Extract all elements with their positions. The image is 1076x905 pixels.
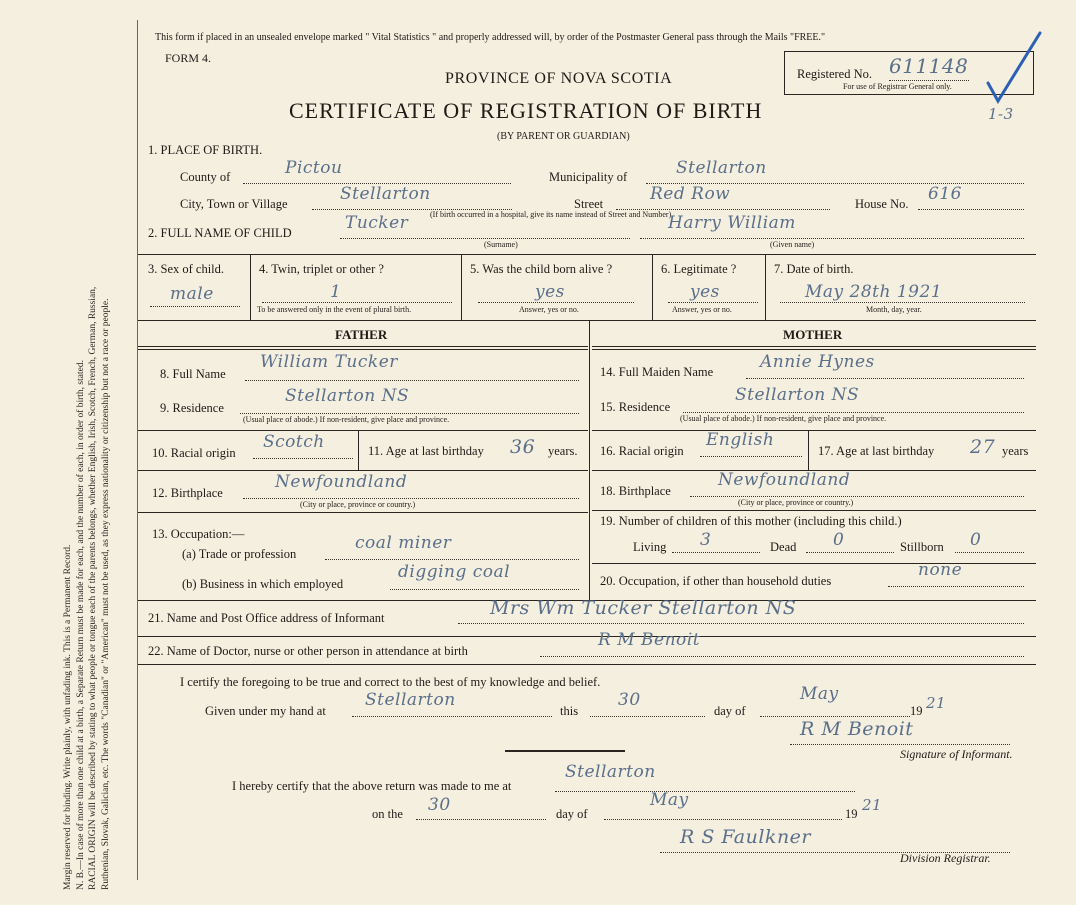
father-name-value: William Tucker — [260, 352, 398, 372]
registered-label: Registered No. — [797, 67, 872, 81]
stillborn-value: 0 — [970, 530, 982, 550]
date-value: May 28th 1921 — [805, 282, 943, 302]
registrar-day-value: 30 — [428, 795, 451, 815]
mother-residence-caption: (Usual place of abode.) If non-resident, give place and province. — [680, 414, 887, 423]
certify-day-value: 30 — [618, 690, 641, 710]
stillborn-label: Stillborn — [900, 540, 944, 554]
living-label: Living — [633, 540, 667, 554]
father-racial-label: 10. Racial origin — [152, 446, 236, 460]
doctor-label: 22. Name of Doctor, nurse or other person in attendance at birth — [148, 644, 468, 658]
corner-mark: 1-3 — [988, 105, 1014, 123]
legitimate-label: 6. Legitimate ? — [661, 262, 737, 276]
sex-value: male — [170, 284, 214, 304]
margin-note-4: Ruthenian, Slovak, Galician, etc. The words "Canadian" or "American" must not be used, as they express nationality or citizenship but not a race or people. — [100, 298, 111, 890]
twin-value: 1 — [330, 282, 342, 302]
registrar-signature: R S Faulkner — [680, 826, 812, 848]
mother-occupation-label: 20. Occupation, if other than household duties — [600, 574, 832, 588]
margin-note-2: N. B.—In case of more than one child at a birth, a Separate Return must be made for each, and the number of each, in order of birth, stated. — [75, 360, 86, 890]
margin-notes — [62, 0, 112, 890]
informant-signature-caption: Signature of Informant. — [900, 747, 1013, 761]
mother-birthplace-value: Newfoundland — [718, 470, 851, 490]
father-trade-label: (a) Trade or profession — [182, 547, 297, 561]
registrar-place-value: Stellarton — [565, 762, 656, 782]
father-occupation-label: 13. Occupation:— — [152, 527, 245, 541]
legitimate-value: yes — [690, 282, 720, 302]
mother-racial-value: English — [706, 430, 775, 450]
dead-label: Dead — [770, 540, 797, 554]
child-given-value: Harry William — [668, 213, 796, 233]
given-place-value: Stellarton — [365, 690, 456, 710]
check-mark-icon — [980, 25, 1045, 105]
father-age-label: 11. Age at last birthday — [368, 444, 484, 458]
father-racial-value: Scotch — [263, 432, 325, 452]
doctor-value: R M Benoit — [598, 630, 701, 650]
form-number: FORM 4. — [165, 51, 212, 65]
sex-label: 3. Sex of child. — [148, 262, 225, 276]
date-label: 7. Date of birth. — [774, 262, 854, 276]
mother-name-label: 14. Full Maiden Name — [600, 365, 714, 379]
certificate-subtitle: (BY PARENT OR GUARDIAN) — [497, 131, 630, 142]
street-label: Street — [574, 197, 604, 211]
certify-year-prefix: 19 — [910, 704, 923, 718]
registrar-statement: I hereby certify that the above return was made to me at — [232, 779, 512, 793]
father-name-label: 8. Full Name — [160, 367, 226, 381]
twin-caption: To be answered only in the event of plural birth. — [257, 305, 412, 314]
living-value: 3 — [700, 530, 712, 550]
child-surname-value: Tucker — [345, 213, 409, 233]
father-residence-caption: (Usual place of abode.) If non-resident, give place and province. — [243, 415, 450, 424]
father-birthplace-caption: (City or place, province or country.) — [300, 500, 416, 509]
father-age-value: 36 — [510, 436, 536, 458]
father-birthplace-label: 12. Birthplace — [152, 486, 223, 500]
on-the-label: on the — [372, 807, 403, 821]
alive-label: 5. Was the child born alive ? — [470, 262, 613, 276]
given-caption: (Given name) — [770, 240, 815, 249]
alive-value: yes — [535, 282, 565, 302]
date-caption: Month, day, year. — [866, 305, 922, 314]
registrar-use-note: For use of Registrar General only. — [843, 82, 952, 91]
city-value: Stellarton — [340, 184, 431, 204]
binding-margin-rule — [137, 20, 138, 880]
mother-children-label: 19. Number of children of this mother (including this child.) — [600, 514, 902, 528]
certify-month-value: May — [800, 684, 839, 704]
province-title: PROVINCE OF NOVA SCOTIA — [445, 70, 673, 87]
mother-birthplace-label: 18. Birthplace — [600, 484, 671, 498]
given-under-label: Given under my hand at — [205, 704, 326, 718]
mother-age-value: 27 — [970, 436, 996, 458]
registered-number: 611148 — [889, 54, 969, 78]
street-value: Red Row — [650, 184, 731, 204]
informant-label: 21. Name and Post Office address of Informant — [148, 611, 385, 625]
registrar-year-prefix: 19 — [845, 807, 858, 821]
county-value: Pictou — [285, 158, 343, 178]
mother-name-value: Annie Hynes — [760, 352, 875, 372]
mother-racial-label: 16. Racial origin — [600, 444, 684, 458]
certificate-title: CERTIFICATE OF REGISTRATION OF BIRTH — [289, 98, 763, 123]
mother-heading: MOTHER — [783, 327, 843, 342]
alive-caption: Answer, yes or no. — [519, 305, 579, 314]
municipality-label: Municipality of — [549, 170, 628, 184]
separator-rule — [505, 750, 625, 752]
this-label: this — [560, 704, 579, 718]
county-label: County of — [180, 170, 231, 184]
legitimate-caption: Answer, yes or no. — [672, 305, 732, 314]
column-divider — [589, 320, 590, 600]
registrar-month-value: May — [650, 790, 689, 810]
mother-residence-value: Stellarton NS — [735, 385, 860, 405]
informant-signature: R M Benoit — [800, 718, 914, 740]
margin-note-1: Margin reserved for binding. Write plainly, with unfading ink. This is a Permanent Record. — [63, 544, 73, 890]
place-of-birth-heading: 1. PLACE OF BIRTH. — [148, 143, 263, 157]
twin-label: 4. Twin, triplet or other ? — [259, 262, 384, 276]
father-business-label: (b) Business in which employed — [182, 577, 344, 591]
certify-year-value: 21 — [926, 694, 947, 712]
rule — [138, 254, 1036, 255]
father-heading: FATHER — [335, 327, 388, 342]
father-age-unit: years. — [548, 444, 578, 458]
father-birthplace-value: Newfoundland — [275, 472, 408, 492]
informant-value: Mrs Wm Tucker Stellarton NS — [490, 597, 797, 619]
mother-age-label: 17. Age at last birthday — [818, 444, 935, 458]
child-name-label: 2. FULL NAME OF CHILD — [148, 226, 292, 240]
margin-note-3: RACIAL ORIGIN will be described by stating to what people or tongue each of the parents belongs, whether English, Irish, Scotch, French, German, Russian, — [88, 286, 98, 890]
father-business-value: digging coal — [398, 562, 511, 582]
certify-statement: I certify the foregoing to be true and correct to the best of my knowledge and belief. — [180, 675, 601, 689]
city-label: City, Town or Village — [180, 197, 288, 211]
mother-birthplace-caption: (City or place, province or country.) — [738, 498, 854, 507]
registrar-caption: Division Registrar. — [900, 851, 991, 865]
registrar-day-of-label: day of — [556, 807, 588, 821]
house-value: 616 — [928, 184, 962, 204]
father-trade-value: coal miner — [355, 533, 452, 553]
day-of-label: day of — [714, 704, 746, 718]
mother-residence-label: 15. Residence — [600, 400, 671, 414]
house-label: House No. — [855, 197, 909, 211]
mail-note: This form if placed in an unsealed envelope marked " Vital Statistics " and properly addressed will, by order of the Postmaster General pass through the Mails "FREE." — [155, 32, 826, 43]
father-residence-value: Stellarton NS — [285, 386, 410, 406]
mother-age-unit: years — [1002, 444, 1029, 458]
dead-value: 0 — [833, 530, 845, 550]
registrar-year-value: 21 — [862, 796, 883, 814]
hospital-note: (If birth occurred in a hospital, give its name instead of Street and Number) — [430, 210, 672, 219]
father-residence-label: 9. Residence — [160, 401, 224, 415]
surname-caption: (Surname) — [484, 240, 518, 249]
municipality-value: Stellarton — [676, 158, 767, 178]
mother-occupation-value: none — [918, 560, 963, 580]
